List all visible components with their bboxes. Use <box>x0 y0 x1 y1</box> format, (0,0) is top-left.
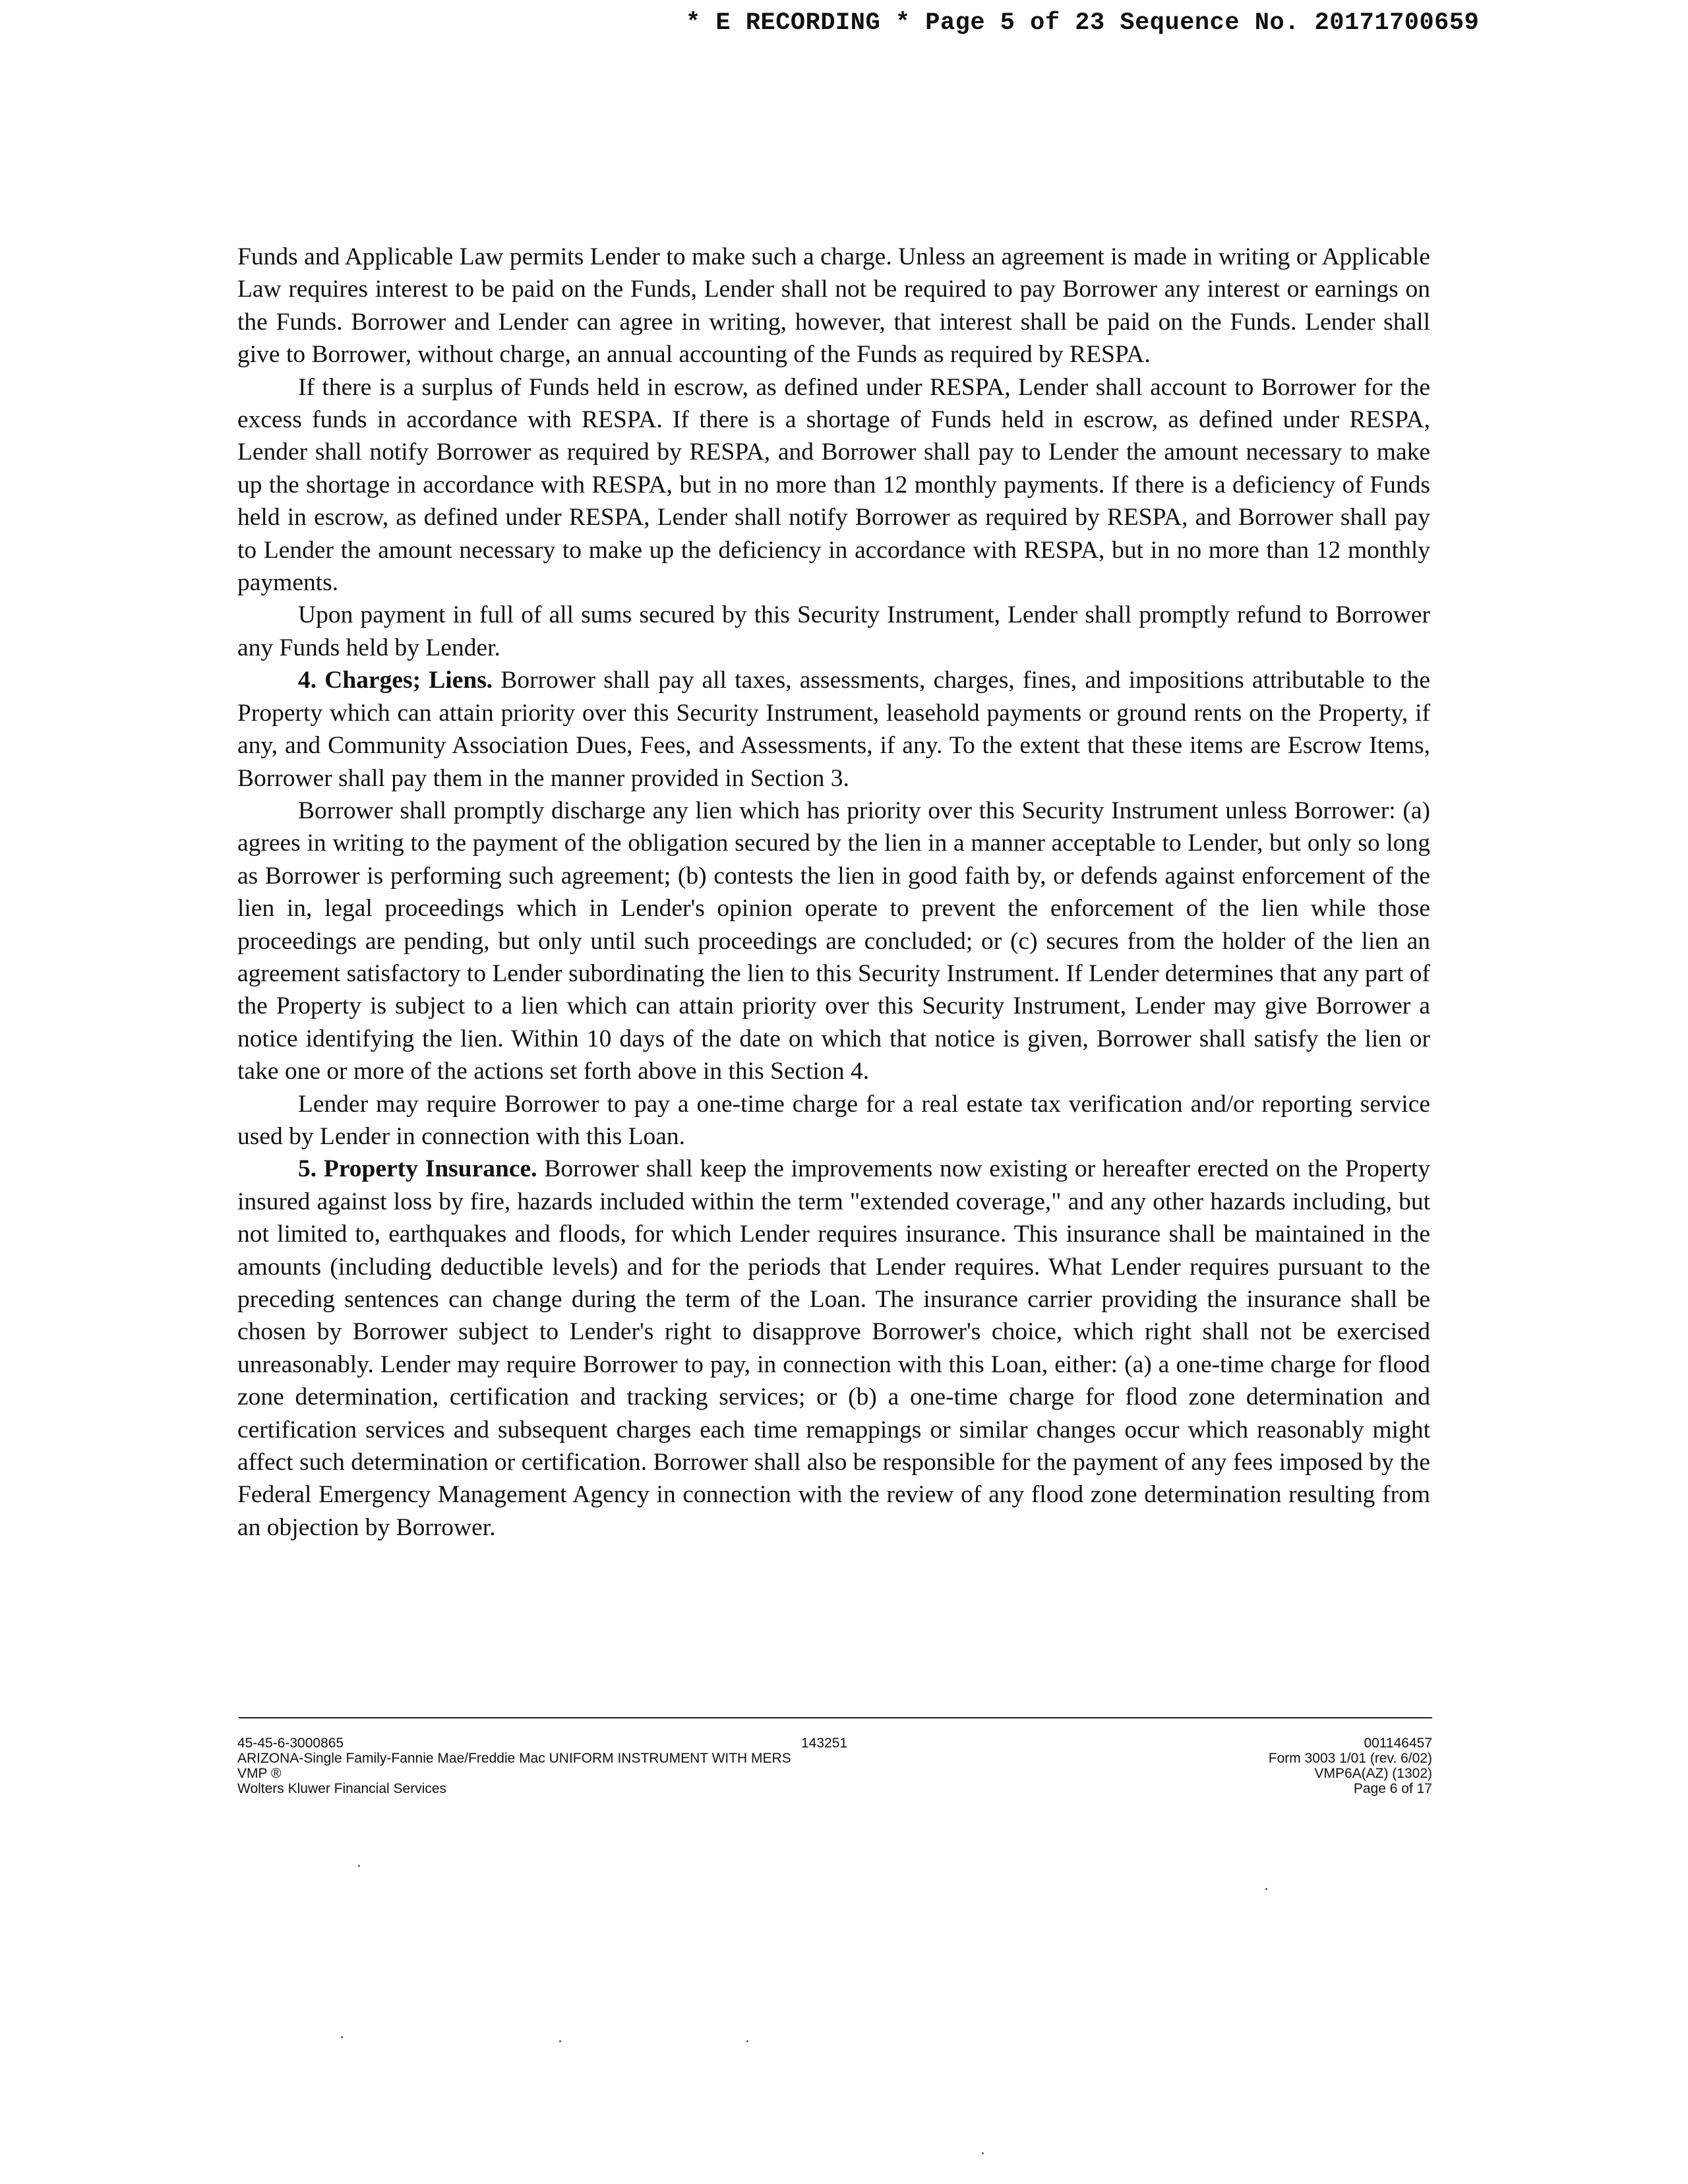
footer-loan-ref: 45-45-6-3000865 <box>237 1736 344 1751</box>
section-4-heading: 4. Charges; Liens. <box>298 667 493 694</box>
footer-vmp-code: VMP6A(AZ) (1302) <box>1314 1766 1432 1781</box>
paragraph-lien-discharge: Borrower shall promptly discharge any lien which has priority over this Security Instrument unless Borrower: (a) agrees in writing to the payment of the obligation secured by the lien in a manner acceptable to Lender, but only so long as Borrower is performing such agreement; (b) contests the lien in good faith by, or defends against enforcement of the lien in, legal proceedings which in Lender's opinion operate to prevent the enforcement of the lien while those proceedings are pending, but only until such proceedings are concluded; or (c) secures from the holder of the lien an agreement satisfactory to Lender subordinating the lien to this Security Instrument. If Lender determines that any part of the Property is subject to a lien which can attain priority over this Security Instrument, Lender may give Borrower a notice identifying the lien. Within 10 days of the date on which that notice is given, Borrower shall satisfy the lien or take one or more of the actions set forth above in this Section 4. <box>237 797 1430 1085</box>
footer-divider <box>239 1717 1432 1718</box>
scan-speck <box>746 2040 748 2042</box>
footer-vmp: VMP ® <box>237 1766 282 1781</box>
scan-speck <box>341 2036 343 2038</box>
scan-speck <box>982 2152 984 2154</box>
footer-form-number: Form 3003 1/01 (rev. 6/02) <box>1268 1751 1432 1766</box>
paragraph-section-5 <box>237 1153 1430 1544</box>
paragraph-tax-verification: Lender may require Borrower to pay a one-time charge for a real estate tax verification and/or reporting service used by Lender in connection with this Loan. <box>237 1090 1430 1150</box>
paragraph-escrow-surplus: If there is a surplus of Funds held in escrow, as defined under RESPA, Lender shall account to Borrower for the excess funds in accordance with RESPA. If there is a shortage of Funds held in escrow, as defined under RESPA, Lender shall notify Borrower as required by RESPA, and Borrower shall pay to Lender the amount necessary to make up the shortage in accordance with RESPA, but in no more than 12 monthly payments. If there is a deficiency of Funds held in escrow, as defined under RESPA, Lender shall notify Borrower as required by RESPA, and Borrower shall pay to Lender the amount necessary to make up the deficiency in accordance with RESPA, but in no more than 12 monthly payments. <box>237 373 1430 597</box>
section-5-text: Borrower shall keep the improvements now existing or hereafter erected on the Property insured against loss by fire, hazards included within the term "extended coverage," and any other hazards including, but not limited to, earthquakes and floods, for which Lender requires insurance. This insurance shall be maintained in the amounts (including deductible levels) and for the periods that Lender requires. What Lender requires pursuant to the preceding sentences can change during the term of the Loan. The insurance carrier providing the insurance shall be chosen by Borrower subject to Lender's right to disapprove Borrower's choice, which right shall not be exercised unreasonably. Lender may require Borrower to pay, in connection with this Loan, either: (a) a one-time charge for flood zone determination, certification and tracking services; or (b) a one-time charge for flood zone determination and certification services and subsequent charges each time remappings or similar changes occur which reasonably might affect such determination or certification. Borrower shall also be responsible for the payment of any fees imposed by the Federal Emergency Management Agency in connection with the review of any flood zone determination resulting from an objection by Borrower. <box>237 1155 1430 1541</box>
footer-page-of: Page 6 of 17 <box>1353 1781 1432 1796</box>
scan-speck <box>559 2040 561 2042</box>
scan-speck <box>1265 1888 1267 1890</box>
document-body <box>237 241 1430 1544</box>
recording-header: * E RECORDING * Page 5 of 23 Sequence No. 20171700659 <box>686 9 1480 37</box>
footer-form-title: ARIZONA-Single Family-Fannie Mae/Freddie Mac UNIFORM INSTRUMENT WITH MERS <box>237 1751 791 1766</box>
paragraph-funds-interest: Funds and Applicable Law permits Lender to make such a charge. Unless an agreement is made in writing or Applicable Law requires interest to be paid on the Funds, Lender shall not be required to pay Borrower any interest or earnings on the Funds. Borrower and Lender can agree in writing, however, that interest shall be paid on the Funds. Lender shall give to Borrower, without charge, an annual accounting of the Funds as required by RESPA. <box>237 243 1430 369</box>
paragraph-refund: Upon payment in full of all sums secured by this Security Instrument, Lender shall promptly refund to Borrower any Funds held by Lender. <box>237 601 1430 661</box>
footer-doc-number: 001146457 <box>1364 1736 1432 1751</box>
footer-center-code: 143251 <box>801 1736 848 1751</box>
paragraph-section-4 <box>237 664 1430 795</box>
footer-publisher: Wolters Kluwer Financial Services <box>237 1781 447 1796</box>
section-5-heading: 5. Property Insurance. <box>298 1155 537 1183</box>
footer-right-block <box>1269 1736 1432 1796</box>
section-4-text: Borrower shall pay all taxes, assessments, charges, fines, and impositions attributable to the Property which can attain priority over this Security Instrument, leasehold payments or ground rents on the Property, if any, and Community Association Dues, Fees, and Assessments, if any. To the extent that these items are Escrow Items, Borrower shall pay them in the manner provided in Section 3. <box>237 667 1431 792</box>
scan-speck <box>358 1865 360 1867</box>
footer-left-block <box>237 1736 1029 1796</box>
